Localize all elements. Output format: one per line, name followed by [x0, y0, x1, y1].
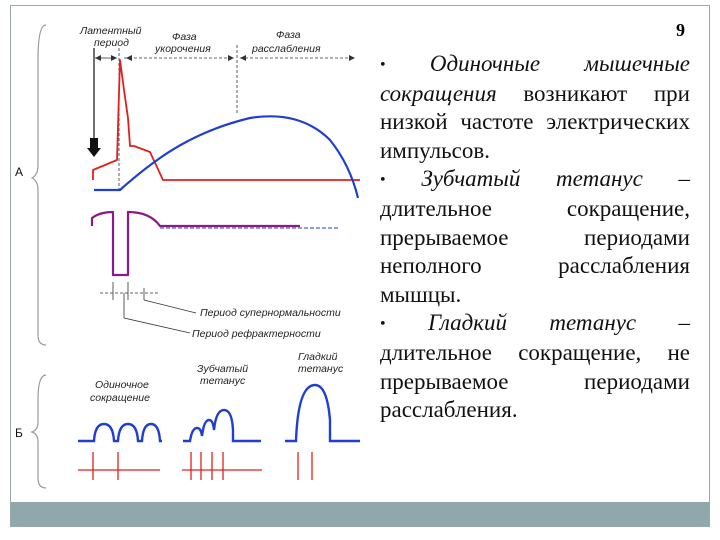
bullet-marker: •: [380, 315, 386, 333]
bullet-text: возникают при низкой частоте электрических импульсов.: [380, 80, 690, 163]
bullet-term: Одиночные мышечные сокращения: [380, 51, 690, 106]
single-contraction-label: Одиночное: [95, 379, 149, 391]
supernormal-leader: [144, 300, 196, 313]
bullet-list: [380, 50, 690, 425]
serrated-tetanus-trace: [183, 410, 261, 441]
smooth-tetanus-label: Гладкий: [298, 351, 338, 363]
bracket-b: [32, 375, 46, 488]
single-contraction-label-2: сокращение: [90, 392, 150, 404]
bracket-a: [32, 25, 46, 345]
bullet-serrated-tetanus: [380, 165, 690, 309]
shortening-phase-label-2: укорочения: [155, 43, 211, 55]
bullet-term: Гладкий тетанус: [427, 310, 637, 336]
single-contraction-trace: [78, 424, 162, 441]
shortening-phase-label: Фаза: [172, 31, 197, 43]
bullet-single-contraction: [380, 50, 690, 165]
refractory-period-label: Период рефрактерности: [192, 328, 321, 340]
bullet-smooth-tetanus: [380, 309, 690, 424]
group-b-label: Б: [15, 426, 23, 440]
relaxation-phase-label: Фаза: [276, 29, 301, 41]
supernormal-period-label: Период супернормальности: [200, 307, 341, 319]
excitability-curve: [92, 212, 300, 275]
group-a-label: А: [15, 165, 24, 179]
latent-period-label-2: период: [94, 37, 129, 49]
smooth-tetanus-label-2: тетанус: [298, 363, 344, 375]
bullet-term: Зубчатый тетанус: [421, 166, 643, 192]
bullet-marker: •: [380, 56, 386, 74]
refractory-leader: [124, 318, 190, 333]
stimulus-markers: [78, 452, 312, 480]
bullet-text: – длительное сокращение, прерываемое периодами неполного расслабления мышцы.: [380, 166, 691, 307]
action-potential-trace: [93, 60, 360, 180]
page-number: 9: [676, 20, 685, 40]
serrated-tetanus-label-2: тетанус: [200, 375, 246, 387]
stimulus-arrow: [87, 138, 101, 157]
serrated-tetanus-label: Зубчатый: [197, 363, 249, 375]
contraction-curve: [94, 116, 358, 198]
smooth-tetanus-trace: [285, 385, 360, 441]
bullet-marker: •: [380, 171, 386, 189]
relaxation-phase-label-2: расслабления: [252, 43, 321, 55]
latent-period-label: Латентный: [80, 25, 142, 37]
bullet-text: – длительное сокращение, не прерываемое периодами расслабления.: [380, 310, 691, 423]
